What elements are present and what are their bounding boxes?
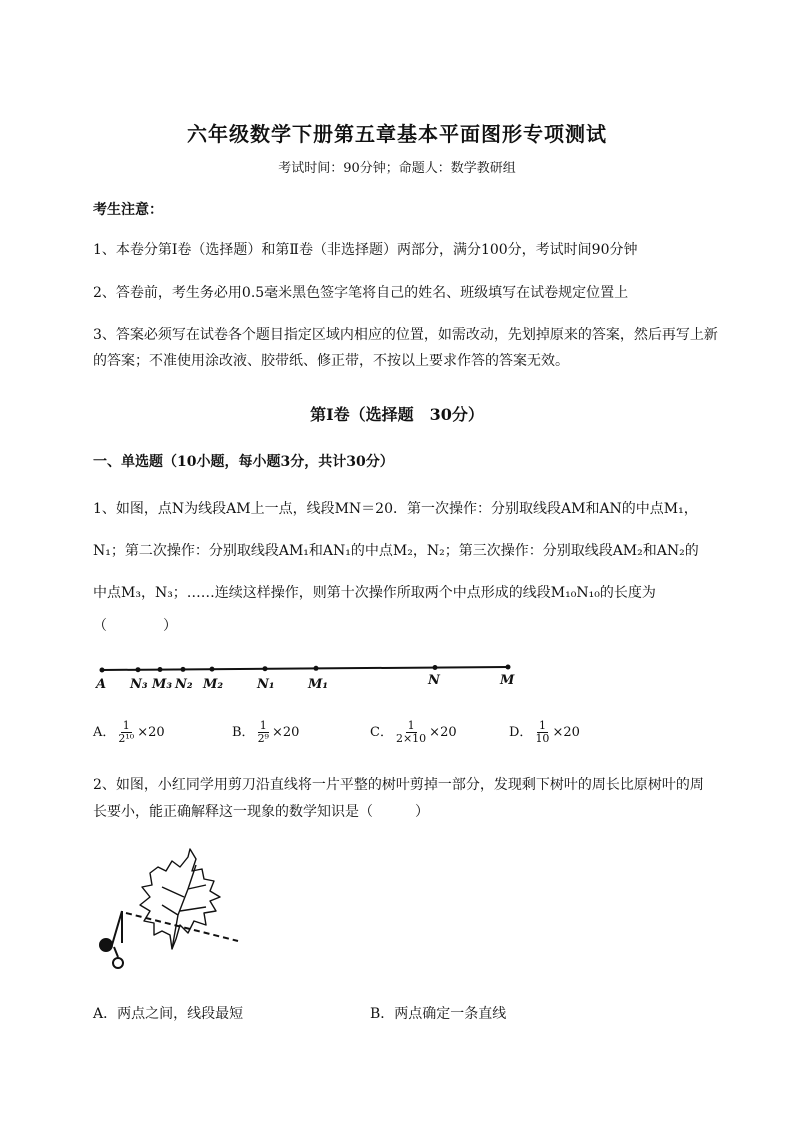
point-n	[433, 665, 438, 670]
scissors-icon	[100, 911, 123, 968]
q1-line-1: 1、如图，点N为线段AM上一点，线段MN＝20．第一次操作：分别取线段AM和AN的中点M₁，	[93, 501, 698, 517]
label-n: N	[428, 673, 440, 688]
point-m2	[210, 667, 215, 672]
leaf-scissors-figure	[92, 845, 252, 975]
point-m	[506, 665, 511, 670]
q2-option-b[interactable]: B．两点确定一条直线	[370, 1006, 507, 1022]
label-m3: M₃	[152, 677, 173, 692]
label-m1: M₁	[308, 677, 329, 692]
page-title: 六年级数学下册第五章基本平面图形专项测试	[187, 122, 607, 146]
notice-item-3: 3、答案必须写在试卷各个题目指定区域内相应的位置，如需改动，先划掉原来的答案，然后再写上新	[93, 327, 718, 343]
part-heading: 一、单选题（10小题，每小题3分，共计30分）	[93, 454, 394, 470]
label-m2: M₂	[203, 677, 224, 692]
label-a: A	[96, 677, 107, 692]
point-n3	[136, 667, 141, 672]
label-n2: N₂	[175, 677, 193, 692]
q1-option-a[interactable]: A． $\frac{1}{\text{2¹⁰}}$ ×20	[93, 719, 165, 745]
q1-option-c[interactable]: C． $\frac{1}{2\times 10}$ ×20	[370, 719, 457, 745]
label-m: M	[500, 673, 515, 688]
label-n3: N₃	[130, 677, 148, 692]
notice-item-2: 2、答卷前，考生务必用0.5毫米黑色签字笔将自己的姓名、班级填写在试卷规定位置上	[93, 285, 629, 301]
notice-item-1: 1、本卷分第Ⅰ卷（选择题）和第Ⅱ卷（非选择题）两部分，满分100分，考试时间90分钟	[93, 242, 638, 258]
notice-item-3-cont: 的答案；不准使用涂改液、胶带纸、修正带，不按以上要求作答的答案无效。	[93, 353, 569, 369]
q1-line-2: N₁；第二次操作：分别取线段AM₁和AN₁的中点M₂，N₂；第三次操作：分别取线段AM₂和AN₂的	[93, 543, 699, 559]
section-title: 第Ⅰ卷（选择题 30分）	[310, 405, 484, 424]
point-a	[100, 668, 105, 673]
exam-info: 考试时间：90分钟；命题人：数学教研组	[278, 161, 516, 176]
q2-line-2: 长要小，能正确解释这一现象的数学知识是（ ）	[93, 804, 429, 820]
point-m1	[314, 666, 319, 671]
leaf-vein	[162, 865, 206, 949]
q1-option-d[interactable]: D． $\frac{1}{10}$ ×20	[509, 719, 580, 745]
notice-heading: 考生注意：	[93, 202, 163, 218]
q2-line-1: 2、如图，小红同学用剪刀沿直线将一片平整的树叶剪掉一部分，发现剩下树叶的周长比原树叶的周	[93, 777, 704, 793]
segment-figure	[94, 660, 524, 692]
point-m3	[158, 667, 163, 672]
label-n1: N₁	[257, 677, 275, 692]
q2-option-a[interactable]: A．两点之间，线段最短	[93, 1006, 244, 1022]
point-n2	[181, 667, 186, 672]
point-n1	[263, 666, 268, 671]
q1-line-3: 中点M₃，N₃；……连续这样操作，则第十次操作所取两个中点形成的线段M₁₀N₁₀的长度为	[93, 585, 656, 601]
q1-option-b[interactable]: B． $\frac{1}{\text{2⁹}}$ ×20	[232, 719, 300, 745]
q1-answer-blank: （ ）	[93, 618, 177, 634]
